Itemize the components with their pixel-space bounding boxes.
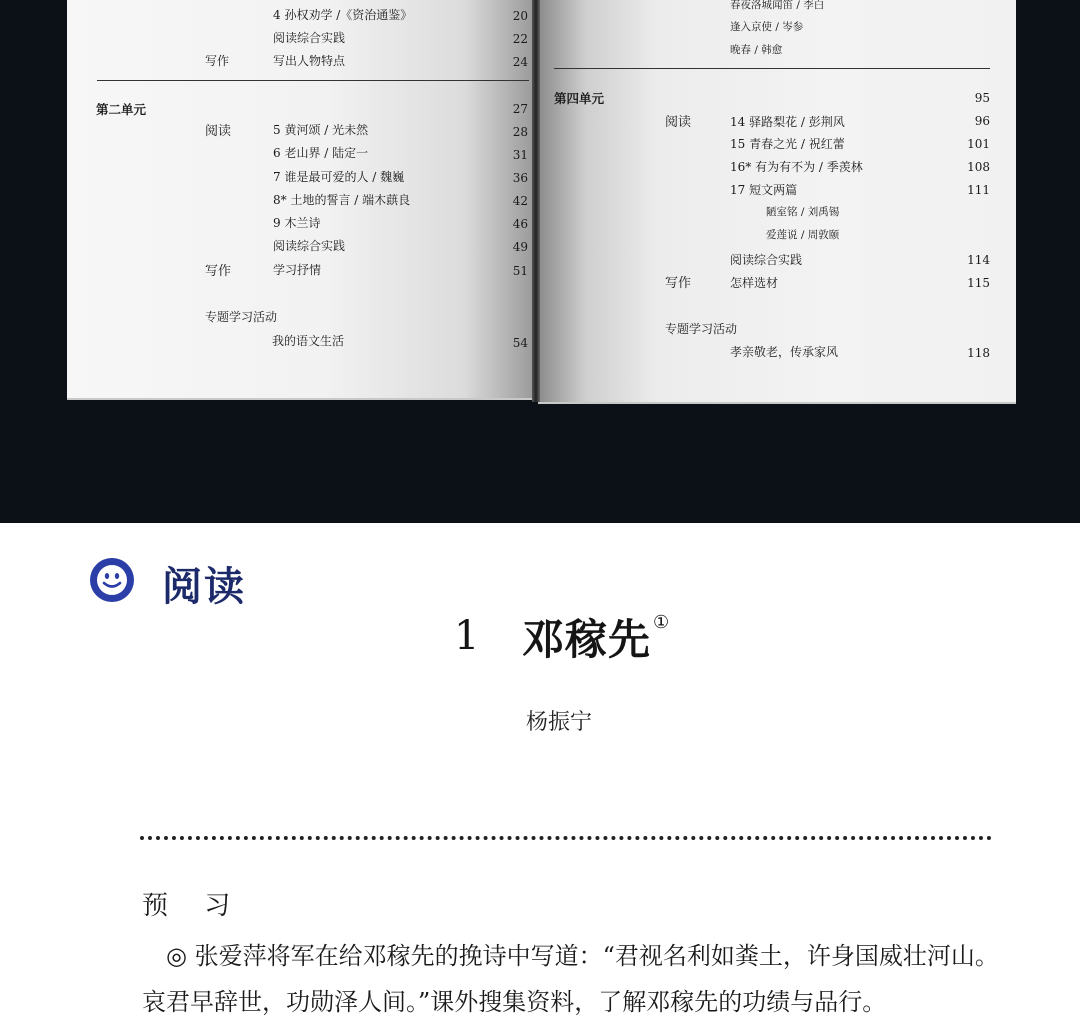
toc-item: 写出人物特点 bbox=[273, 54, 346, 68]
toc-page-number: 28 bbox=[512, 125, 528, 139]
preview-paragraph: ◎ 张爱萍将军在给邓稼先的挽诗中写道：“君视名利如粪土，许身国威壮河山。哀君早辞世，功勋泽人间。”课外搜集资料，了解邓稼先的功绩与品行。 bbox=[142, 942, 999, 1016]
toc-item: 16* 有为有不为 / 季羡林 bbox=[730, 160, 863, 174]
toc-item: 9 木兰诗 bbox=[273, 216, 321, 230]
toc-item: 阅读综合实践 bbox=[273, 31, 346, 45]
toc-page-number: 101 bbox=[967, 137, 990, 151]
toc-category-activity: 专题学习活动 bbox=[205, 310, 278, 324]
preview-heading: 预 习 bbox=[142, 891, 245, 921]
toc-sub-item: 陋室铭 / 刘禹锡 bbox=[766, 206, 840, 218]
toc-unit-title: 第四单元 bbox=[554, 91, 605, 106]
toc-category-writing: 写作 bbox=[205, 264, 232, 279]
toc-page-number: 96 bbox=[974, 114, 990, 128]
toc-item: 17 短文两篇 bbox=[730, 183, 798, 197]
toc-page-number: 95 bbox=[974, 91, 990, 105]
toc-page-number: 31 bbox=[512, 148, 528, 162]
dotted-divider bbox=[140, 836, 992, 840]
lesson-title-text: 邓稼先 bbox=[522, 615, 652, 664]
toc-page-number: 114 bbox=[967, 253, 990, 267]
toc-item: 8* 土地的誓言 / 端木蕻良 bbox=[273, 193, 411, 207]
lesson-page bbox=[0, 523, 1080, 1016]
toc-item: 7 谁是最可爱的人 / 魏巍 bbox=[273, 170, 405, 184]
lesson-number: 1 bbox=[454, 613, 480, 659]
toc-page-number: 115 bbox=[967, 276, 990, 290]
smiley-icon bbox=[88, 556, 136, 604]
toc-category-activity: 专题学习活动 bbox=[665, 322, 738, 336]
toc-item: 14 驿路梨花 / 彭荆风 bbox=[730, 115, 845, 129]
toc-page-number: 22 bbox=[512, 32, 528, 46]
toc-item: 4 孙权劝学 /《资治通鉴》 bbox=[273, 8, 413, 22]
toc-page-number: 108 bbox=[967, 160, 990, 174]
toc-page-number: 42 bbox=[512, 194, 528, 208]
toc-category-writing: 写作 bbox=[665, 276, 692, 291]
section-heading: 阅读 bbox=[162, 564, 246, 610]
book-gutter bbox=[532, 0, 540, 402]
toc-category-reading: 阅读 bbox=[665, 115, 692, 130]
toc-item: 15 青春之光 / 祝红蕾 bbox=[730, 137, 845, 151]
toc-item: 6 老山界 / 陆定一 bbox=[273, 146, 369, 160]
toc-page-number: 46 bbox=[512, 217, 528, 231]
toc-poem: 春夜洛城闻笛 / 李白 bbox=[730, 0, 825, 11]
toc-page-number: 54 bbox=[512, 336, 528, 350]
toc-item: 我的语文生活 bbox=[272, 334, 345, 348]
footnote-mark: ① bbox=[653, 612, 671, 633]
toc-item: 阅读综合实践 bbox=[273, 239, 346, 253]
toc-page-number: 118 bbox=[967, 346, 990, 360]
toc-page-number: 111 bbox=[967, 183, 990, 197]
toc-item: 孝亲敬老，传承家风 bbox=[730, 345, 839, 359]
toc-page-number: 49 bbox=[512, 240, 528, 254]
toc-item: 阅读综合实践 bbox=[730, 253, 803, 267]
toc-unit-title: 第二单元 bbox=[96, 102, 147, 117]
toc-divider bbox=[554, 68, 990, 69]
toc-category-writing: 写作 bbox=[205, 54, 230, 68]
toc-item: 怎样选材 bbox=[730, 276, 779, 290]
toc-item: 5 黄河颂 / 光未然 bbox=[273, 123, 369, 137]
toc-item: 学习抒情 bbox=[273, 263, 322, 277]
toc-category-reading: 阅读 bbox=[205, 124, 232, 139]
toc-poem: 逢入京使 / 岑参 bbox=[730, 21, 804, 33]
lesson-title bbox=[522, 607, 670, 667]
toc-page-number: 20 bbox=[512, 9, 528, 23]
lesson-author: 杨振宁 bbox=[526, 710, 593, 735]
toc-page-number: 24 bbox=[512, 55, 528, 69]
toc-sub-item: 爱莲说 / 周敦颐 bbox=[766, 229, 840, 241]
toc-right-page bbox=[538, 0, 1016, 402]
toc-page-number: 51 bbox=[512, 264, 528, 278]
toc-divider bbox=[97, 80, 529, 81]
toc-page-number: 27 bbox=[512, 102, 528, 116]
toc-page-number: 36 bbox=[512, 171, 528, 185]
toc-poem: 晚春 / 韩愈 bbox=[730, 44, 783, 56]
